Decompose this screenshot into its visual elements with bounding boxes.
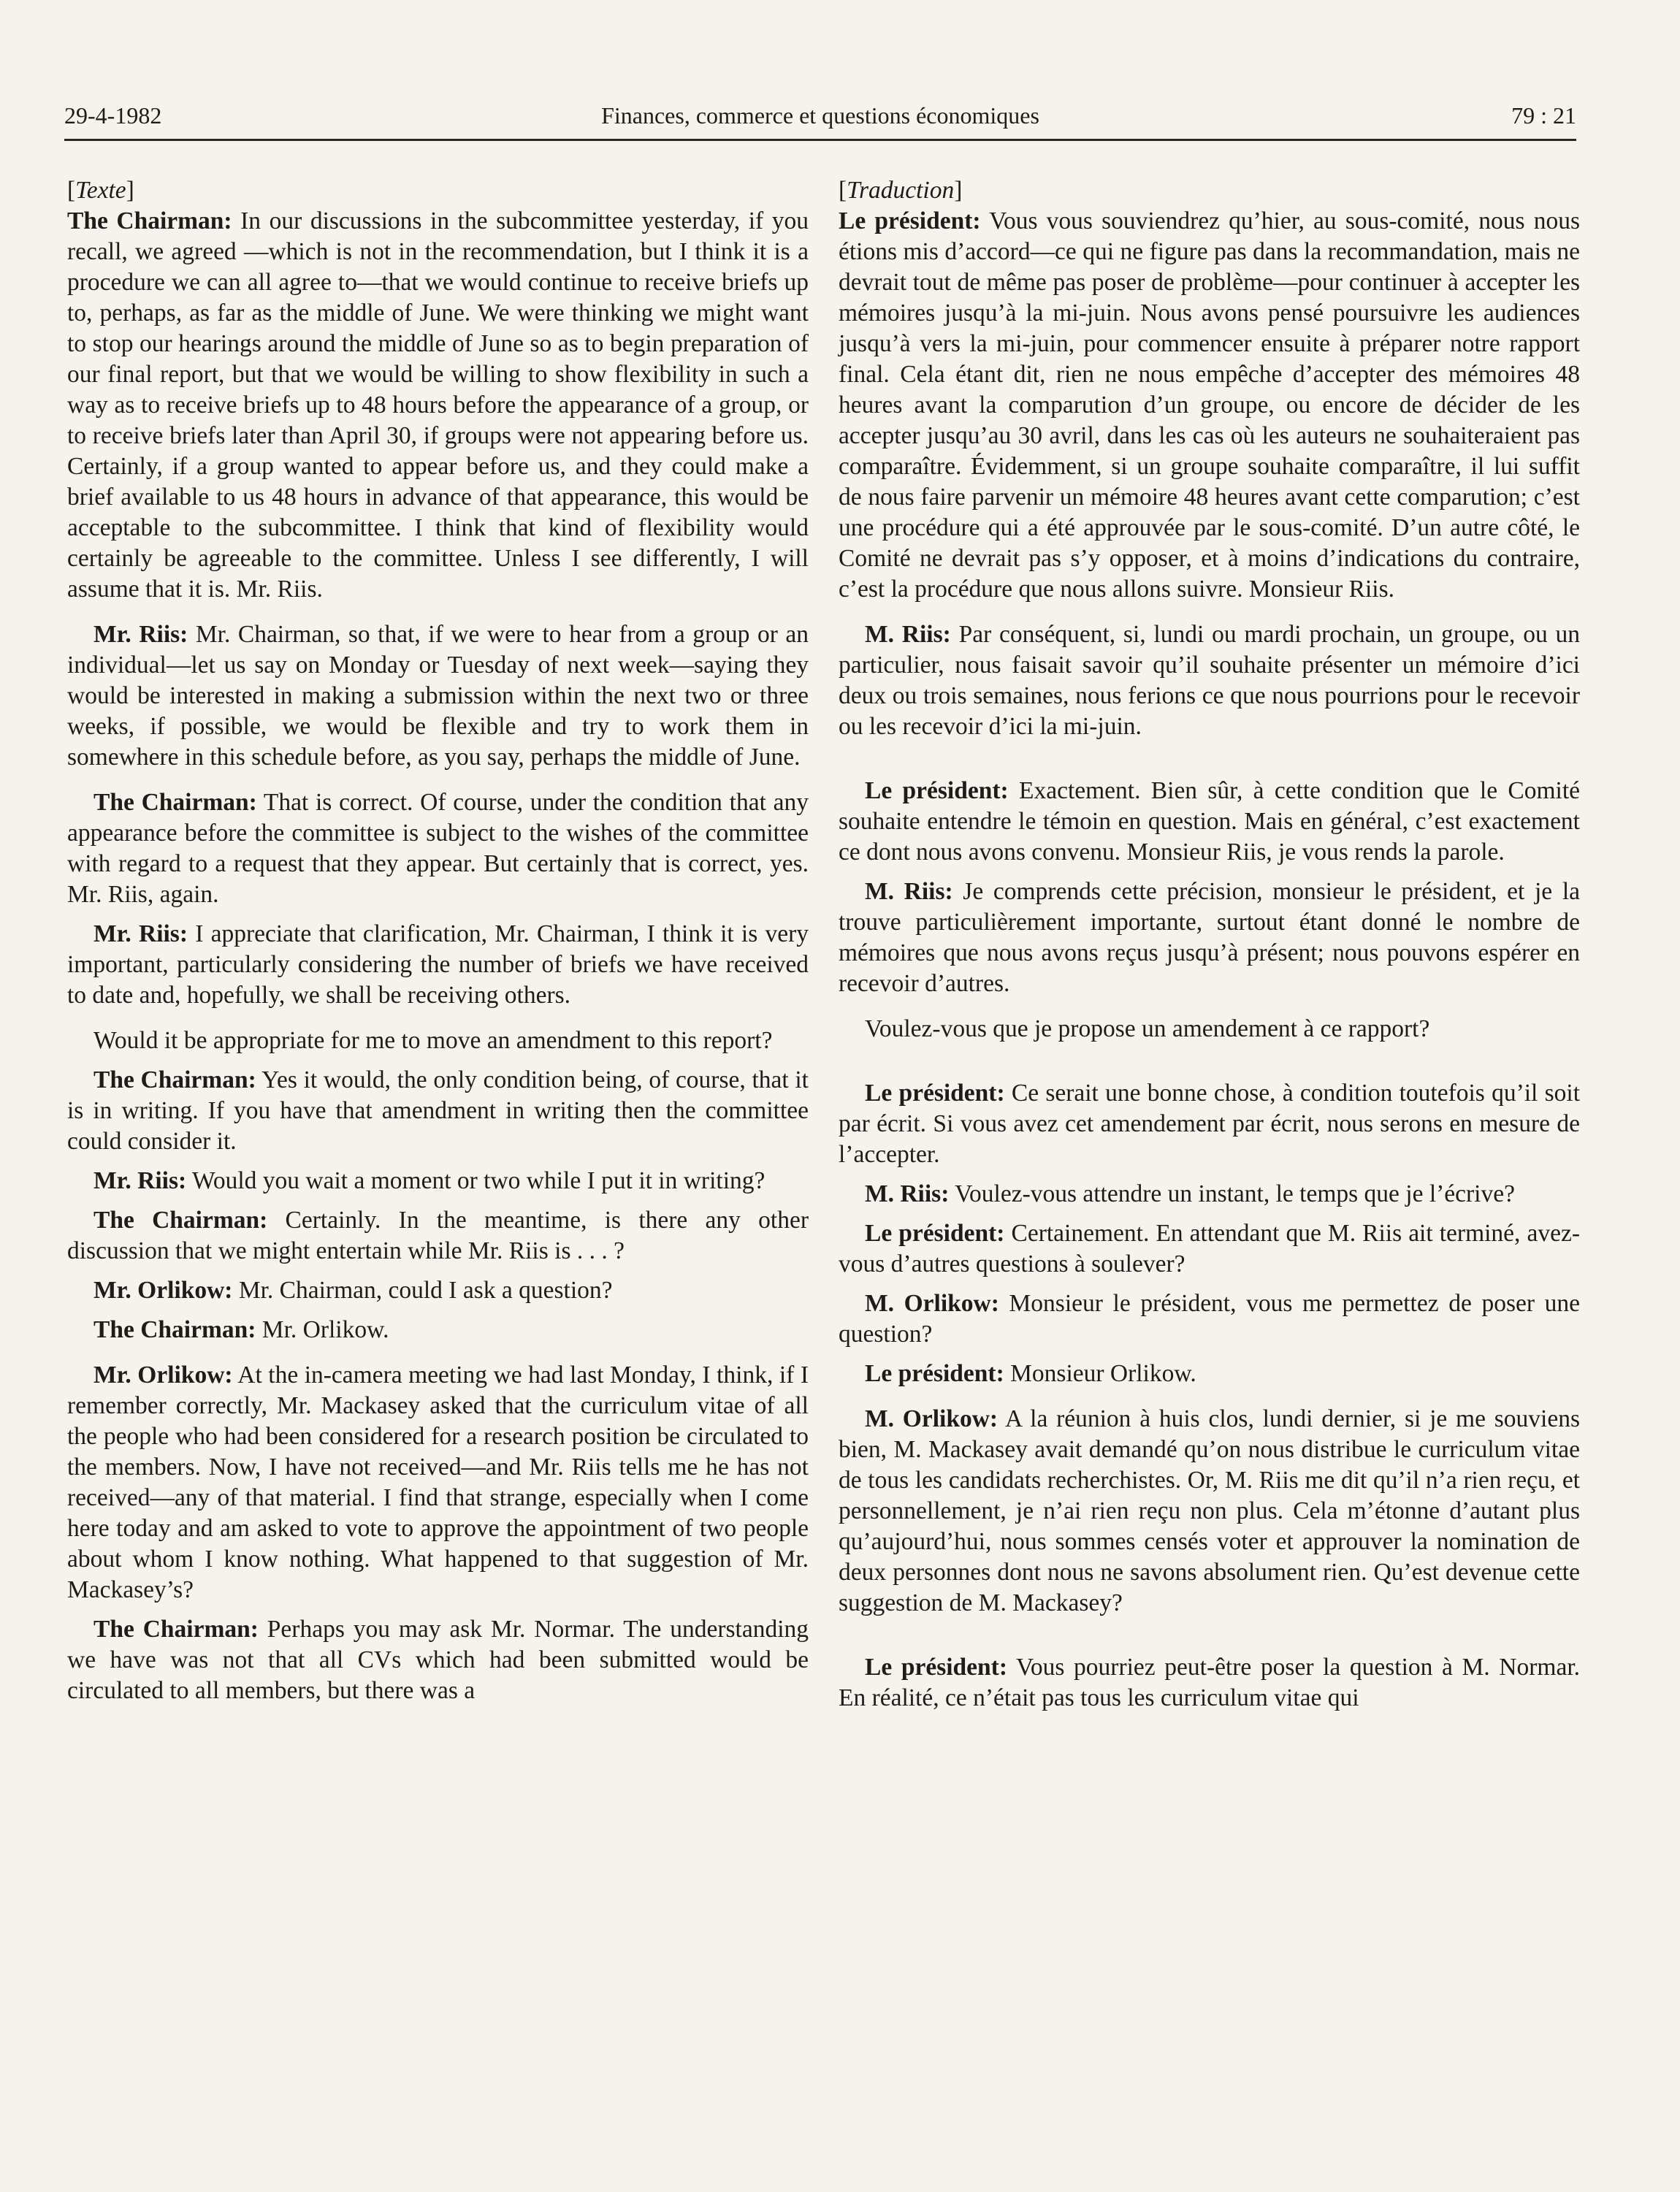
paragraph-text: Monsieur le président, vous me permettez de poser une question? — [839, 1290, 1580, 1348]
speaker-label: The Chairman: — [93, 1616, 259, 1643]
paragraph-text: Voulez-vous attendre un instant, le temps que je l’écrive? — [949, 1180, 1515, 1207]
paragraph-text: Vous pourriez peut-être poser la question à M. Normar. En réalité, ce n’était pas tous les curriculum vitae qui — [839, 1654, 1580, 1711]
paragraph-text: At the in-camera meeting we had last Monday, I think, if I remember correctly, Mr. Mackasey asked that the curriculum vitae of all the people who had been considered for a research position be circulated to the members. Now, I have not received—and Mr. Riis tells me he has not received—any of that material. I find that strange, especially when I come here today and am asked to vote to approve the appointment of two people about whom I know nothing. What happened to that suggestion of Mr. Mackasey’s? — [67, 1362, 809, 1603]
paragraph-text: Mr. Orlikow. — [256, 1316, 389, 1343]
speaker-label: The Chairman: — [93, 789, 257, 816]
speaker-label: Le président: — [839, 207, 981, 234]
paragraph-text: Je comprends cette précision, monsieur le président, et je la trouve particulièrement importante, surtout étant donné le nombre de mémoires que nous avons reçus jusqu’à présent; nous pouvons espérer en recevoir d’autres. — [839, 878, 1580, 997]
paragraph-text: In our discussions in the subcommittee yesterday, if you recall, we agreed —which is not in the recommendation, but I think it is a procedure we can all agree to—that we would continue to receive briefs up to, perhaps, as far as the middle of June. We were thinking we might want to stop our hearings around the middle of June so as to begin preparation of our final report, but that we would be willing to show flexibility in such a way as to receive briefs up to 48 hours before the appearance of a group, or to receive briefs later than April 30, if groups were not appearing before us. Certainly, if a group wanted to appear before us, and they could make a brief available to us 48 hours in advance of that appearance, this would be acceptable to the subcommittee. I think that kind of flexibility would certainly be agreeable to the committee. Unless I see differently, I will assume that it is. Mr. Riis. — [67, 207, 809, 603]
speaker-label: M. Orlikow: — [865, 1405, 999, 1432]
paragraph-text: Ce serait une bonne chose, à condition toutefois qu’il soit par écrit. Si vous avez cet amendement par écrit, nous serons en mesure de l’accepter. — [839, 1080, 1581, 1168]
paragraph — [839, 1014, 1580, 1045]
header-page-number: 79 : 21 — [1511, 102, 1576, 129]
paragraph — [839, 1652, 1580, 1714]
paragraph — [67, 1614, 809, 1706]
speaker-label: M. Orlikow: — [865, 1290, 999, 1317]
speaker-label: Mr. Riis: — [93, 621, 188, 648]
paragraph — [67, 919, 809, 1011]
paragraph — [67, 1166, 809, 1196]
paragraph — [839, 1359, 1580, 1389]
paragraph — [839, 877, 1580, 999]
paragraph-text: Exactement. Bien sûr, à cette condition que le Comité souhaite entendre le témoin en question. Mais en général, c’est exactement ce dont nous avons convenu. Monsieur Riis, je vous rends la parole. — [839, 777, 1581, 866]
paragraph — [839, 1218, 1580, 1280]
running-header — [64, 102, 1576, 139]
paragraph — [839, 619, 1580, 742]
paragraph-text: A la réunion à huis clos, lundi dernier, si je me souviens bien, M. Mackasey avait demandé qu’on nous distribue le curriculum vitae de tous les candidats recherchistes. Or, M. Riis me dit qu’il n’a rien reçu, et personnellement, je n’ai rien reçu non plus. Cela m’étonne d’autant plus qu’aujourd’hui, nous sommes censés voter et approuver la nomination de deux personnes dont nous ne savons absolument rien. Qu’est devenue cette suggestion de M. Mackasey? — [839, 1405, 1581, 1616]
paragraph-text: Would you wait a moment or two while I put it in writing? — [186, 1167, 765, 1194]
speaker-label: Le président: — [865, 1220, 1005, 1247]
paragraph-text: That is correct. Of course, under the condition that any appearance before the committee is subject to the wishes of the committee with regard to a request that they appear. But certainly that is correct, yes. Mr. Riis, again. — [67, 789, 809, 908]
speaker-label: M. Riis: — [865, 621, 951, 648]
paragraph — [67, 206, 809, 605]
speaker-label: Mr. Orlikow: — [93, 1277, 233, 1304]
right-column — [839, 175, 1580, 1714]
speaker-label: The Chairman: — [93, 1207, 268, 1234]
speaker-label: Mr. Riis: — [93, 1167, 187, 1194]
paragraph-text: Par conséquent, si, lundi ou mardi prochain, un groupe, ou un particulier, nous faisait savoir qu’il souhaite présenter un mémoire d’ici deux ou trois semaines, nous ferions ce que nous pourrions pour le recevoir ou les recevoir d’ici la mi-juin. — [839, 621, 1580, 740]
paragraph-text: Perhaps you may ask Mr. Normar. The understanding we have was not that all CVs which had been submitted would be circulated to all members, but there was a — [67, 1616, 809, 1704]
speaker-label: Mr. Orlikow: — [93, 1362, 233, 1389]
header-rule — [64, 139, 1576, 141]
paragraph — [839, 1288, 1580, 1350]
paragraph-text: Vous vous souviendrez qu’hier, au sous-comité, nous nous étions mis d’accord—ce qui ne figure pas dans la recommandation, mais ne devrait tout de même pas poser de problème—pour continuer à accepter les mémoires jusqu’à la mi-juin. Nous avons pensé poursuivre les audiences jusqu’à vers la mi-juin, pour commencer ensuite à préparer notre rapport final. Cela étant dit, rien ne nous empêche d’accepter des mémoires 48 heures avant la comparution d’un groupe, ou encore de décider de les accepter jusqu’au 30 avril, dans les cas où les auteurs ne souhaiteraient pas comparaître. Évidemment, si un groupe souhaite comparaître, il lui suffit de nous faire parvenir un mémoire 48 heures avant cette comparution; c’est une procédure qui a été approuvée par le sous-comité. D’un autre côté, le Comité ne devrait pas s’y opposer, et à moins d’indications du contraire, c’est la procédure que nous allons suivre. Monsieur Riis. — [839, 207, 1580, 603]
paragraph — [67, 1315, 809, 1345]
paragraph — [67, 1205, 809, 1267]
paragraph — [67, 1360, 809, 1605]
paragraph-text: Certainement. En attendant que M. Riis ait terminé, avez-vous d’autres questions à soulever? — [839, 1220, 1580, 1278]
paragraph-text: I appreciate that clarification, Mr. Chairman, I think it is very important, particularly considering the number of briefs we have received to date and, hopefully, we shall be receiving others. — [67, 920, 809, 1009]
paragraph-text: Yes it would, the only condition being, of course, that it is in writing. If you have that amendment in writing then the committee could consider it. — [67, 1066, 809, 1155]
paragraph — [839, 776, 1580, 868]
paragraph-text: Would it be appropriate for me to move an amendment to this report? — [93, 1027, 773, 1054]
paragraph — [839, 1078, 1580, 1170]
paragraph-text: Voulez-vous que je propose un amendement à ce rapport? — [865, 1015, 1430, 1042]
speaker-label: The Chairman: — [93, 1316, 256, 1343]
section-tag: [Texte] — [67, 177, 134, 204]
speaker-label: Le président: — [865, 1080, 1005, 1107]
paragraph — [839, 1404, 1580, 1619]
paragraph-text: Mr. Chairman, so that, if we were to hear from a group or an individual—let us say on Monday or Tuesday of next week—saying they would be interested in making a submission within the next two or three weeks, if possible, we would be flexible and try to work them in somewhere in this schedule before, as you say, perhaps the middle of June. — [67, 621, 809, 771]
paragraph — [67, 619, 809, 773]
paragraph — [839, 206, 1580, 605]
paragraph — [67, 787, 809, 910]
section-tag: [Traduction] — [839, 177, 963, 204]
speaker-label: Le président: — [865, 1360, 1004, 1387]
paragraph — [839, 1179, 1580, 1210]
speaker-label: M. Riis: — [865, 878, 953, 905]
paragraph-text: Mr. Chairman, could I ask a question? — [232, 1277, 613, 1304]
speaker-label: Mr. Riis: — [93, 920, 188, 947]
paragraph — [67, 1026, 809, 1056]
paragraph-text: Certainly. In the meantime, is there any other discussion that we might entertain while Mr. Riis is . . . ? — [67, 1207, 809, 1264]
left-column — [67, 175, 809, 1706]
paragraph — [67, 1275, 809, 1306]
speaker-label: The Chairman: — [67, 207, 232, 234]
speaker-label: Le président: — [865, 1654, 1007, 1681]
header-title: Finances, commerce et questions économiques — [601, 102, 1039, 129]
speaker-label: M. Riis: — [865, 1180, 950, 1207]
paragraph — [67, 1065, 809, 1157]
paragraph-text: Monsieur Orlikow. — [1004, 1360, 1196, 1387]
speaker-label: Le président: — [865, 777, 1009, 804]
speaker-label: The Chairman: — [93, 1066, 256, 1093]
header-date: 29-4-1982 — [64, 102, 162, 129]
